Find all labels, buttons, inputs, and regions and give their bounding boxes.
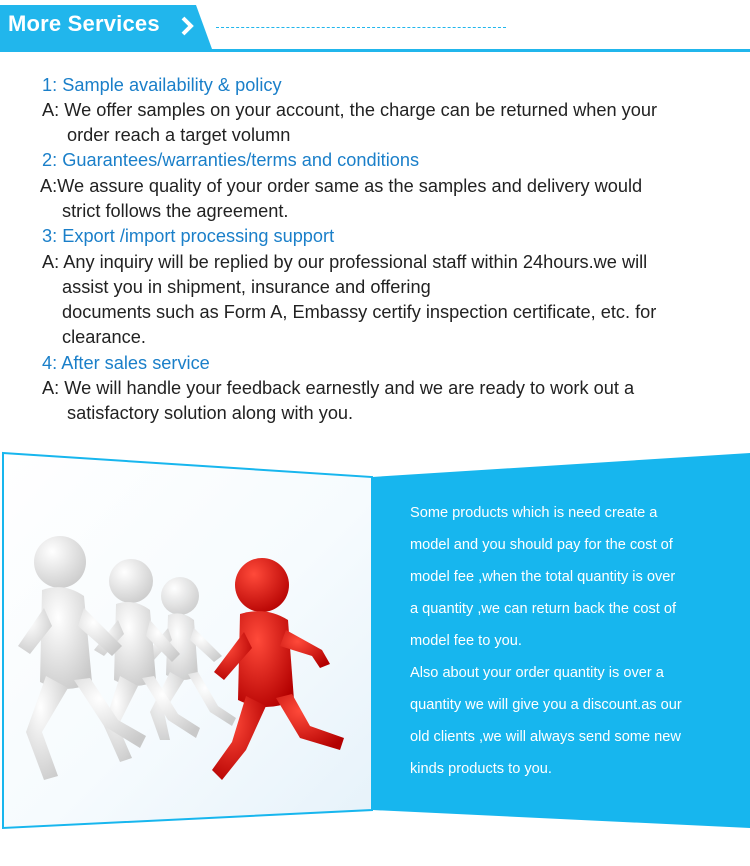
faq-answer-1-line-2: order reach a target volumn [67, 125, 291, 145]
header-title: More Services [8, 11, 160, 36]
faq-answer-1-line-1: A: We offer samples on your account, the charge can be returned when your [42, 100, 658, 120]
panel-text-line-8: old clients ,we will always send some new [410, 729, 681, 745]
panel-text-line-4: a quantity ,we can return back the cost of [410, 601, 677, 617]
faq-answer-3-line-4: clearance. [62, 327, 146, 347]
faq-question-4: 4: After sales service [42, 353, 210, 373]
panel-text-line-9: kinds products to you. [410, 761, 552, 777]
header-dashed-line [216, 27, 506, 28]
white-figure-3 [146, 577, 236, 740]
faq-answer-3-line-3: documents such as Form A, Embassy certify inspection certificate, etc. for [62, 302, 657, 322]
chevron-right-icon [180, 16, 194, 36]
panel-text-line-2: model and you should pay for the cost of [410, 537, 673, 553]
faq-answer-3-line-2: assist you in shipment, insurance and offering [62, 277, 431, 297]
faq-question-3: 3: Export /import processing support [42, 226, 335, 246]
faq-answer-2-line-1: A:We assure quality of your order same as the samples and delivery would [40, 176, 643, 196]
panel-text-line-6: Also about your order quantity is over a [410, 665, 664, 681]
faq-answer-3-line-1: A: Any inquiry will be replied by our professional staff within 24hours.we will [42, 252, 648, 272]
panel-text-line-5: model fee to you. [410, 633, 522, 649]
section-header [0, 0, 750, 60]
promo-panel [0, 450, 750, 830]
panel-text [410, 497, 740, 785]
panel-text-line-3: model fee ,when the total quantity is over [410, 569, 676, 585]
running-people-image [0, 450, 372, 830]
faq-answer-4-line-2: satisfactory solution along with you. [67, 403, 354, 423]
red-figure [212, 558, 344, 780]
faq-question-2: 2: Guarantees/warranties/terms and conditions [42, 150, 420, 170]
panel-text-line-1: Some products which is need create a [410, 505, 658, 521]
header-underline [0, 49, 750, 52]
faq-answer-4-line-1: A: We will handle your feedback earnestly and we are ready to work out a [42, 378, 635, 398]
panel-text-line-7: quantity we will give you a discount.as our [410, 697, 682, 713]
faq-question-1: 1: Sample availability & policy [42, 75, 282, 95]
faq-answer-2-line-2: strict follows the agreement. [62, 201, 289, 221]
